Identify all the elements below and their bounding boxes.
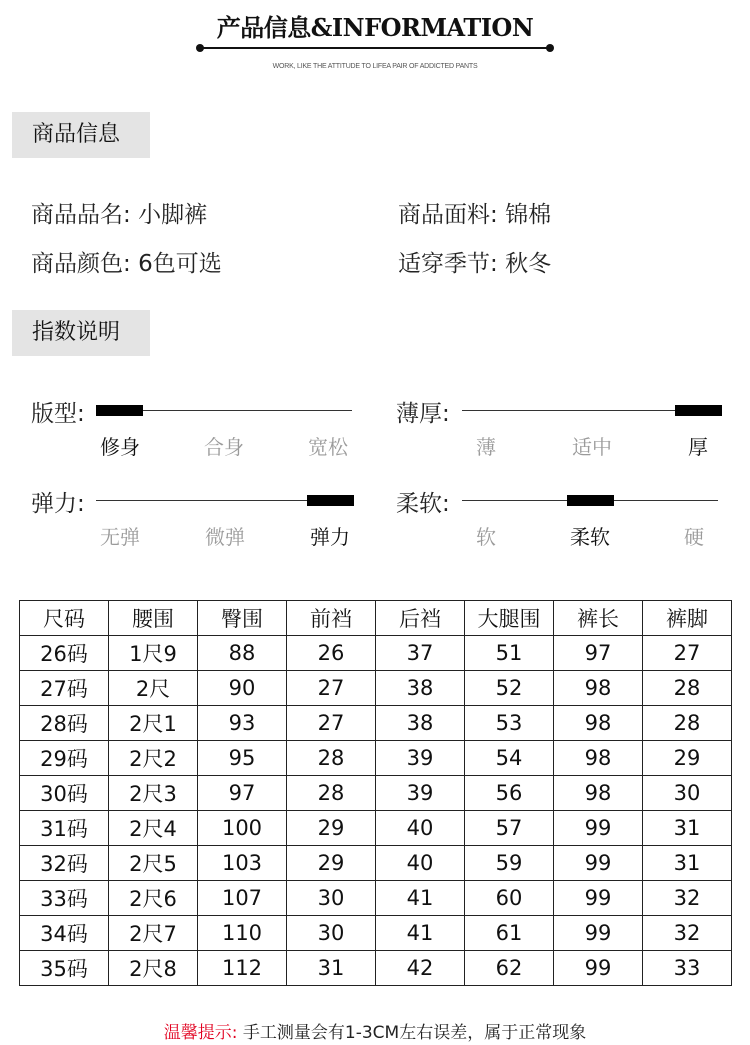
- table-cell: 107: [198, 881, 287, 916]
- table-cell: 2尺8: [109, 951, 198, 986]
- size-table-header-cell: 前裆: [287, 601, 376, 636]
- gauge-elasticity-option: 无弹: [100, 525, 140, 549]
- table-cell: 31: [643, 811, 732, 846]
- size-table-header-row: [20, 601, 732, 636]
- table-cell: 32码: [20, 846, 109, 881]
- divider-dot-left: [196, 44, 204, 52]
- table-cell: 27码: [20, 671, 109, 706]
- table-cell: 38: [376, 671, 465, 706]
- table-cell: 103: [198, 846, 287, 881]
- gauge-elasticity-label: 弹力:: [31, 491, 85, 517]
- info-item-color: [31, 245, 222, 278]
- gauge-thickness-option: 薄: [476, 435, 496, 459]
- table-cell: 42: [376, 951, 465, 986]
- table-row: [20, 916, 732, 951]
- gauge-thickness-option: 厚: [688, 435, 708, 459]
- table-cell: 38: [376, 706, 465, 741]
- table-cell: 59: [465, 846, 554, 881]
- table-cell: 90: [198, 671, 287, 706]
- table-cell: 51: [465, 636, 554, 671]
- gauge-fit-label: 版型:: [31, 401, 85, 427]
- table-cell: 30: [287, 916, 376, 951]
- table-row: [20, 881, 732, 916]
- gauge-softness-option: 硬: [684, 525, 704, 549]
- info-item-season: [398, 245, 551, 278]
- info-value: 秋冬: [505, 251, 552, 277]
- table-cell: 95: [198, 741, 287, 776]
- table-cell: 39: [376, 741, 465, 776]
- table-cell: 41: [376, 916, 465, 951]
- footer-note-text: 手工测量会有1-3CM左右误差，属于正常现象: [242, 1023, 587, 1043]
- size-table-header-cell: 腰围: [109, 601, 198, 636]
- gauge-softness-option: 软: [476, 525, 496, 549]
- table-row: [20, 671, 732, 706]
- table-cell: 98: [554, 776, 643, 811]
- size-table-body: [20, 636, 732, 986]
- table-cell: 110: [198, 916, 287, 951]
- table-cell: 37: [376, 636, 465, 671]
- table-cell: 32: [643, 881, 732, 916]
- gauge-fit-option: 修身: [100, 435, 140, 459]
- index-section-tag: 指数说明: [12, 310, 150, 356]
- table-row: [20, 951, 732, 986]
- header-divider: [200, 47, 550, 49]
- size-table-header-cell: 大腿围: [465, 601, 554, 636]
- table-cell: 28码: [20, 706, 109, 741]
- table-cell: 112: [198, 951, 287, 986]
- info-value: 小脚裤: [138, 202, 208, 228]
- table-row: [20, 776, 732, 811]
- table-row: [20, 811, 732, 846]
- table-cell: 39: [376, 776, 465, 811]
- gauge-thickness-marker: [675, 405, 722, 416]
- table-row: [20, 846, 732, 881]
- table-cell: 40: [376, 811, 465, 846]
- table-cell: 28: [287, 776, 376, 811]
- table-cell: 60: [465, 881, 554, 916]
- table-cell: 34码: [20, 916, 109, 951]
- gauge-softness-marker: [567, 495, 614, 506]
- table-cell: 26码: [20, 636, 109, 671]
- gauge-softness-label: 柔软:: [396, 491, 450, 517]
- table-cell: 99: [554, 951, 643, 986]
- gauge-thickness-option: 适中: [572, 435, 612, 459]
- size-table-header-cell: 后裆: [376, 601, 465, 636]
- header-subtitle: WORK, LIKE THE ATTITUDE TO LIFEA PAIR OF ADDICTED PANTS: [272, 63, 478, 70]
- info-label: 商品颜色:: [31, 251, 131, 277]
- table-cell: 2尺6: [109, 881, 198, 916]
- table-cell: 31: [643, 846, 732, 881]
- table-cell: 28: [643, 671, 732, 706]
- table-cell: 2尺2: [109, 741, 198, 776]
- info-label: 适穿季节:: [398, 251, 498, 277]
- size-table-header-cell: 裤长: [554, 601, 643, 636]
- gauge-fit-marker: [96, 405, 143, 416]
- table-cell: 33码: [20, 881, 109, 916]
- size-table-header-cell: 尺码: [20, 601, 109, 636]
- table-row: [20, 706, 732, 741]
- table-cell: 28: [643, 706, 732, 741]
- gauge-elasticity-marker: [307, 495, 354, 506]
- info-value: 6色可选: [138, 251, 222, 277]
- size-table-header-cell: 裤脚: [643, 601, 732, 636]
- table-cell: 98: [554, 741, 643, 776]
- table-cell: 2尺1: [109, 706, 198, 741]
- table-cell: 57: [465, 811, 554, 846]
- table-cell: 30码: [20, 776, 109, 811]
- table-cell: 32: [643, 916, 732, 951]
- table-cell: 29: [287, 846, 376, 881]
- table-cell: 29: [287, 811, 376, 846]
- table-cell: 30: [287, 881, 376, 916]
- table-cell: 40: [376, 846, 465, 881]
- table-row: [20, 741, 732, 776]
- divider-dot-right: [546, 44, 554, 52]
- table-cell: 2尺: [109, 671, 198, 706]
- gauge-thickness-label: 薄厚:: [396, 401, 450, 427]
- table-cell: 99: [554, 916, 643, 951]
- table-cell: 99: [554, 881, 643, 916]
- table-cell: 98: [554, 706, 643, 741]
- table-cell: 27: [643, 636, 732, 671]
- gauge-elasticity-option: 微弹: [205, 525, 245, 549]
- size-table-header-cell: 臀围: [198, 601, 287, 636]
- table-cell: 56: [465, 776, 554, 811]
- header-title: 产品信息&INFORMATION: [216, 13, 534, 42]
- table-cell: 41: [376, 881, 465, 916]
- footer-warning-label: 温馨提示:: [163, 1023, 238, 1043]
- info-value: 锦棉: [505, 202, 552, 228]
- table-cell: 2尺4: [109, 811, 198, 846]
- table-cell: 61: [465, 916, 554, 951]
- table-cell: 28: [287, 741, 376, 776]
- table-cell: 2尺5: [109, 846, 198, 881]
- table-cell: 31码: [20, 811, 109, 846]
- footer-note: [0, 1018, 750, 1043]
- table-cell: 99: [554, 811, 643, 846]
- table-cell: 52: [465, 671, 554, 706]
- table-cell: 35码: [20, 951, 109, 986]
- table-row: [20, 636, 732, 671]
- table-cell: 97: [554, 636, 643, 671]
- table-cell: 33: [643, 951, 732, 986]
- table-cell: 29: [643, 741, 732, 776]
- size-table: [19, 600, 732, 986]
- table-cell: 54: [465, 741, 554, 776]
- gauge-softness-option: 柔软: [570, 525, 610, 549]
- info-item-fabric: [398, 196, 551, 229]
- table-cell: 29码: [20, 741, 109, 776]
- table-cell: 27: [287, 671, 376, 706]
- table-cell: 2尺7: [109, 916, 198, 951]
- info-label: 商品面料:: [398, 202, 498, 228]
- table-cell: 26: [287, 636, 376, 671]
- info-item-name: [31, 196, 207, 229]
- gauge-fit-option: 宽松: [308, 435, 348, 459]
- info-label: 商品品名:: [31, 202, 131, 228]
- table-cell: 100: [198, 811, 287, 846]
- table-cell: 93: [198, 706, 287, 741]
- table-cell: 30: [643, 776, 732, 811]
- table-cell: 88: [198, 636, 287, 671]
- table-cell: 31: [287, 951, 376, 986]
- table-cell: 27: [287, 706, 376, 741]
- table-cell: 99: [554, 846, 643, 881]
- table-cell: 53: [465, 706, 554, 741]
- gauge-fit-option: 合身: [204, 435, 244, 459]
- table-cell: 2尺3: [109, 776, 198, 811]
- table-cell: 62: [465, 951, 554, 986]
- table-cell: 98: [554, 671, 643, 706]
- table-cell: 97: [198, 776, 287, 811]
- product-section-tag: 商品信息: [12, 112, 150, 158]
- gauge-elasticity-option: 弹力: [310, 525, 350, 549]
- table-cell: 1尺9: [109, 636, 198, 671]
